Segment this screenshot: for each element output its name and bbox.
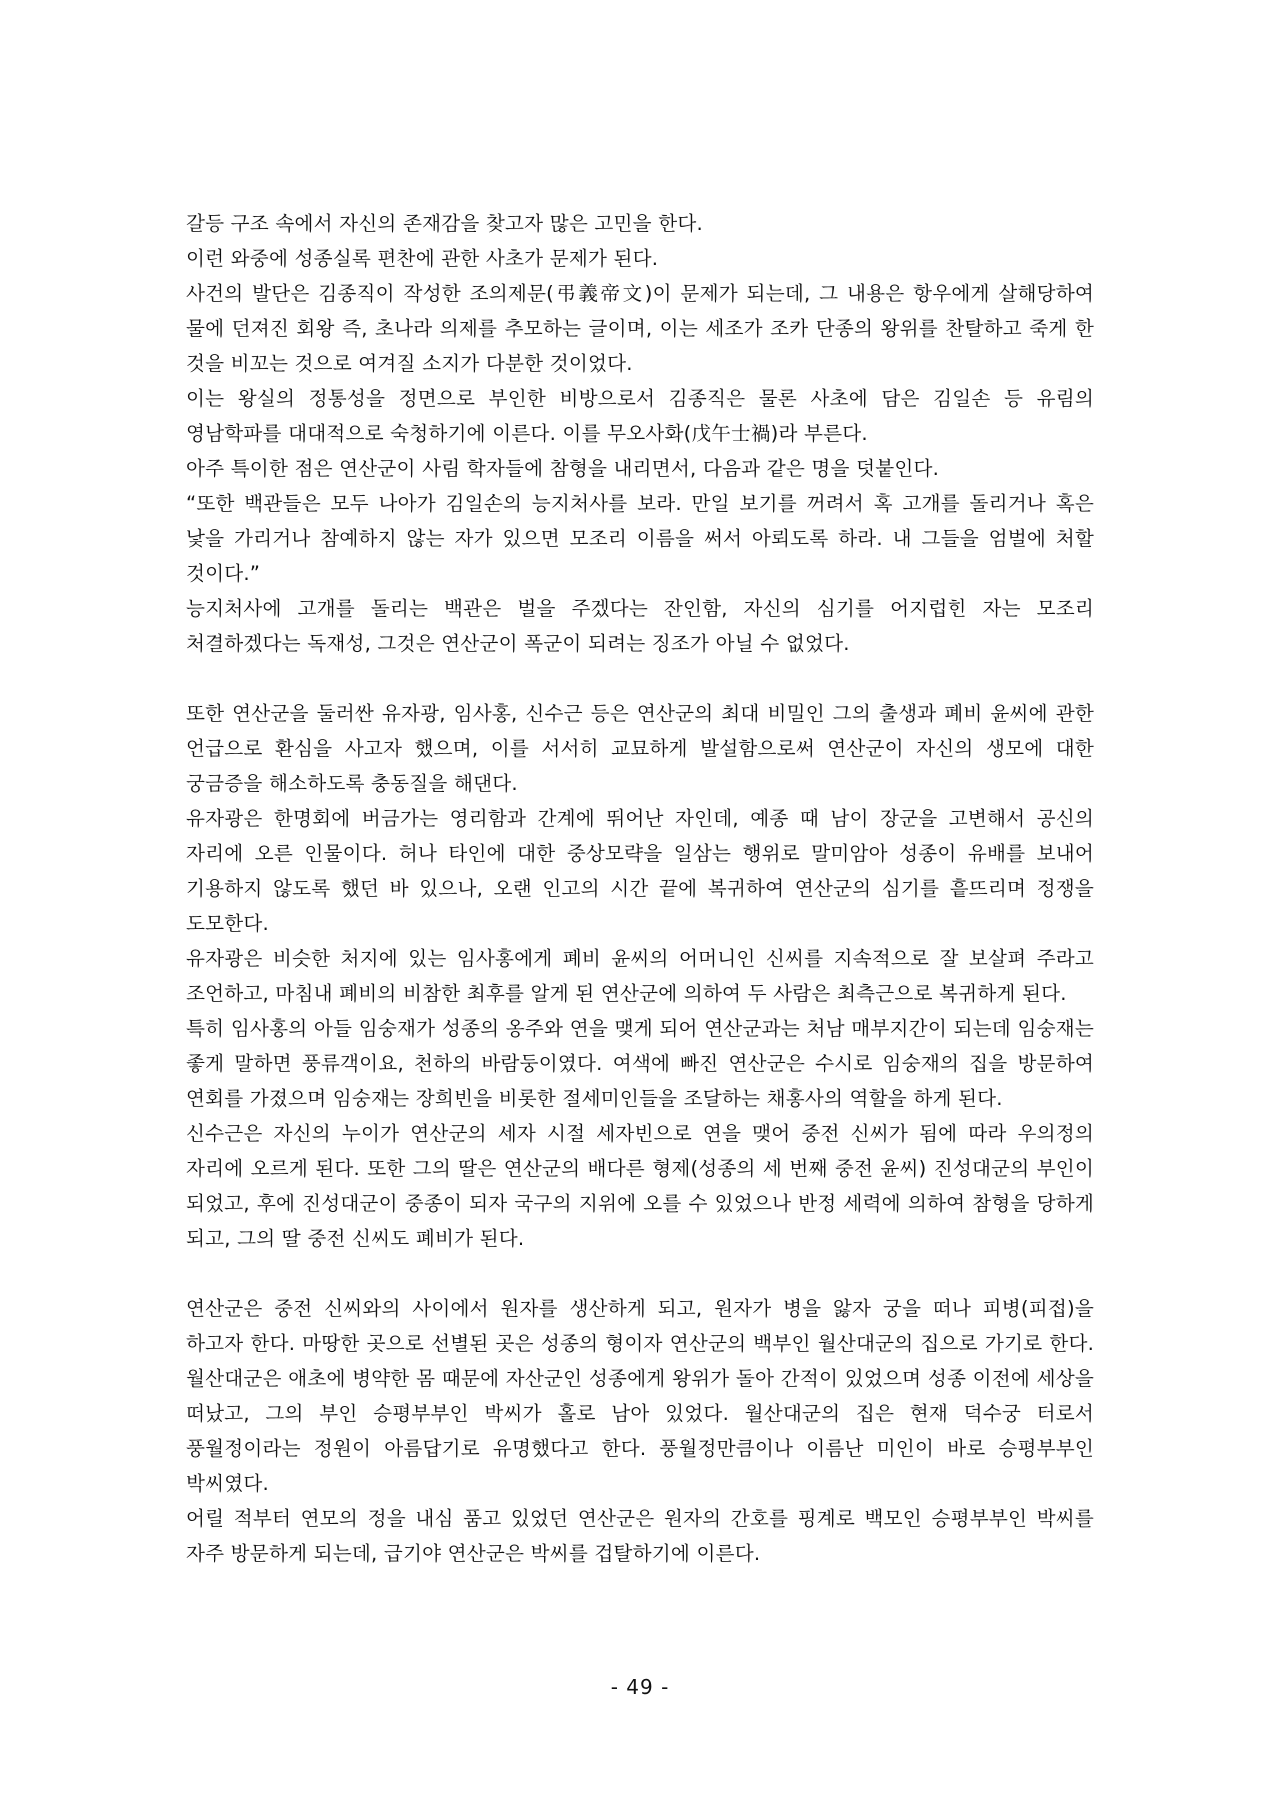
paragraph: 신수근은 자신의 누이가 연산군의 세자 시절 세자빈으로 연을 맺어 중전 신씨가 됨에 따라 우의정의 자리에 오르게 된다. 또한 그의 딸은 연산군의 배다른 형제(성종의 세 번째 중전 윤씨) 진성대군의 부인이 되었고, 후에 진성대군이 중종이 되자 국구의 지위에 오를 수 있었으나 반정 세력에 의하여 참형을 당하게 되고, 그의 딸 중전 신씨도 폐비가 된다.: [186, 1122, 1094, 1250]
paragraph: 유자광은 비슷한 처지에 있는 임사홍에게 폐비 윤씨의 어머니인 신씨를 지속적으로 잘 보살펴 주라고 조언하고, 마침내 폐비의 비참한 최후를 알게 된 연산군에 의하여 두 사람은 최측근으로 복귀하게 된다.: [186, 947, 1094, 1005]
paragraph: 특히 임사홍의 아들 임숭재가 성종의 옹주와 연을 맺게 되어 연산군과는 처남 매부지간이 되는데 임숭재는 좋게 말하면 풍류객이요, 천하의 바람둥이였다. 여색에 빠진 연산군은 수시로 임숭재의 집을 방문하여 연회를 가졌으며 임숭재는 장희빈을 비롯한 절세미인들을 조달하는 채홍사의 역할을 하게 된다.: [186, 1017, 1094, 1110]
paragraph: 갈등 구조 속에서 자신의 존재감을 찾고자 많은 고민을 한다.: [186, 212, 703, 235]
paragraph: 아주 특이한 점은 연산군이 사림 학자들에 참형을 내리면서, 다음과 같은 명을 덧붙인다.: [186, 457, 940, 480]
section-gap: [186, 661, 1094, 696]
paragraph: 이는 왕실의 정통성을 정면으로 부인한 비방으로서 김종직은 물론 사초에 담은 김일손 등 유림의 영남학파를 대대적으로 숙청하기에 이른다. 이를 무오사화(戊午士禍)라 부른다.: [186, 387, 1094, 445]
section-courtiers: [186, 696, 1094, 1256]
paragraph: 연산군은 중전 신씨와의 사이에서 원자를 생산하게 되고, 원자가 병을 앓자 궁을 떠나 피병(피접)을 하고자 한다. 마땅한 곳으로 선별된 곳은 성종의 형이자 연산군의 백부인 월산대군의 집으로 가기로 한다. 월산대군은 애초에 병약한 몸 때문에 자산군인 성종에게 왕위가 돌아 간적이 있었으며 성종 이전에 세상을 떠났고, 그의 부인 승평부부인 박씨가 홀로 남아 있었다. 월산대군의 집은 현재 덕수궁 터로서 풍월정이라는 정원이 아름답기로 유명했다고 한다. 풍월정만큼이나 이름난 미인이 바로 승평부부인 박씨였다.: [186, 1297, 1094, 1495]
paragraph: 이런 와중에 성종실록 편찬에 관한 사초가 문제가 된다.: [186, 247, 659, 270]
section-wolsan-house: [186, 1291, 1094, 1571]
paragraph: 또한 연산군을 둘러싼 유자광, 임사홍, 신수근 등은 연산군의 최대 비밀인 그의 출생과 폐비 윤씨에 관한 언급으로 환심을 사고자 했으며, 이를 서서히 교묘하게 발설함으로써 연산군이 자신의 생모에 대한 궁금증을 해소하도록 충동질을 해댄다.: [186, 702, 1094, 795]
paragraph: 사건의 발단은 김종직이 작성한 조의제문(弔義帝文)이 문제가 되는데, 그 내용은 항우에게 살해당하여 물에 던져진 회왕 즉, 초나라 의제를 추모하는 글이며, 이는 세조가 조카 단종의 왕위를 찬탈하고 죽게 한 것을 비꼬는 것으로 여겨질 소지가 다분한 것이었다.: [186, 282, 1094, 375]
quotation: “또한 백관들은 모두 나아가 김일손의 능지처사를 보라. 만일 보기를 꺼려서 혹 고개를 돌리거나 혹은 낯을 가리거나 참예하지 않는 자가 있으면 모조리 이름을 써서 아뢰도록 하라. 내 그들을 엄벌에 처할 것이다.”: [186, 492, 1094, 585]
section-musa-sahwa: [186, 206, 1094, 661]
paragraph: 능지처사에 고개를 돌리는 백관은 벌을 주겠다는 잔인함, 자신의 심기를 어지럽힌 자는 모조리 처결하겠다는 독재성, 그것은 연산군이 폭군이 되려는 징조가 아닐 수 없었다.: [186, 597, 1094, 655]
paragraph: 유자광은 한명회에 버금가는 영리함과 간계에 뛰어난 자인데, 예종 때 남이 장군을 고변해서 공신의 자리에 오른 인물이다. 허나 타인에 대한 중상모략을 일삼는 행위로 말미암아 성종이 유배를 보내어 기용하지 않도록 했던 바 있으나, 오랜 인고의 시간 끝에 복귀하여 연산군의 심기를 흩뜨리며 정쟁을 도모한다.: [186, 807, 1094, 935]
section-gap: [186, 1256, 1094, 1291]
page-number: - 49 -: [610, 1675, 670, 1699]
paragraph: 어릴 적부터 연모의 정을 내심 품고 있었던 연산군은 원자의 간호를 핑계로 백모인 승평부부인 박씨를 자주 방문하게 되는데, 급기야 연산군은 박씨를 겁탈하기에 이른다.: [186, 1507, 1094, 1565]
body-text: [186, 206, 1094, 1571]
